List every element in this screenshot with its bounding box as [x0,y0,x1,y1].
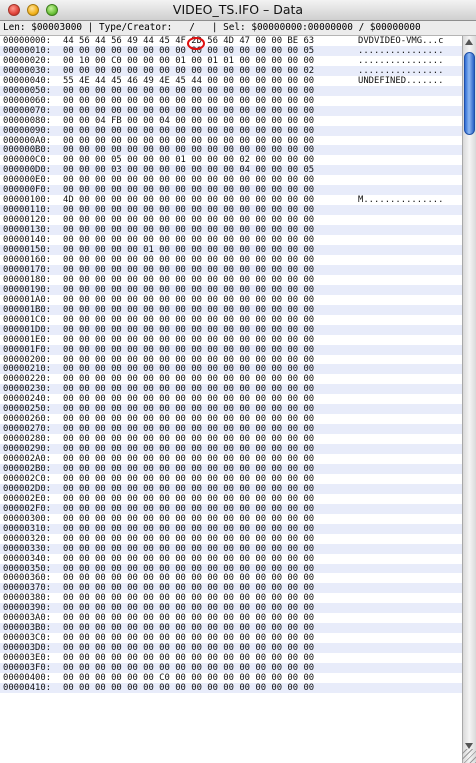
row-address: 00000070: [3,105,52,116]
hex-row[interactable] [0,434,462,444]
row-address: 00000300: [3,513,52,524]
row-hex-bytes[interactable]: 00 00 00 00 00 00 00 00 00 00 00 00 00 00 00 00 [63,473,315,484]
hex-row[interactable] [0,444,462,454]
row-address: 00000100: [3,195,52,206]
row-address: 00000090: [3,125,52,136]
row-ascii[interactable]: M............... [358,195,444,206]
row-hex-bytes[interactable]: 00 00 00 00 00 00 00 00 00 00 00 00 00 00 00 00 [63,85,315,96]
row-address: 00000220: [3,374,52,385]
hex-row[interactable] [0,225,462,235]
row-hex-bytes[interactable]: 00 00 00 00 00 00 00 00 00 00 00 00 00 00 00 00 [63,105,315,116]
scroll-up-icon[interactable] [465,39,473,45]
hex-row[interactable] [0,534,462,544]
hex-row[interactable] [0,235,462,245]
row-hex-bytes[interactable]: 00 00 00 00 00 00 00 00 00 00 00 00 00 00 00 00 [63,225,315,236]
row-address: 000003E0: [3,653,52,664]
row-address: 00000370: [3,583,52,594]
row-address: 00000120: [3,215,52,226]
row-ascii[interactable]: ................ [358,55,444,66]
row-hex-bytes[interactable]: 00 00 00 00 00 00 00 00 00 00 00 00 00 00 00 00 [63,125,315,136]
row-address: 00000270: [3,424,52,435]
hex-row[interactable] [0,265,462,275]
row-hex-bytes[interactable]: 00 00 00 00 00 00 00 00 00 00 00 00 00 00 00 00 [63,374,315,385]
row-hex-bytes[interactable]: 00 00 00 00 00 00 00 00 00 00 00 00 00 00 00 00 [63,623,315,634]
row-address: 000002E0: [3,493,52,504]
hex-row[interactable] [0,374,462,384]
row-address: 00000340: [3,553,52,564]
row-hex-bytes[interactable]: 4D 00 00 00 00 00 00 00 00 00 00 00 00 00 00 00 [63,195,315,206]
row-hex-bytes[interactable]: 00 00 00 00 00 00 00 00 00 00 00 00 00 00 00 00 [63,424,315,435]
row-hex-bytes[interactable]: 00 00 00 00 00 00 00 00 00 00 00 00 00 00 00 00 [63,294,315,305]
row-hex-bytes[interactable]: 00 00 00 00 00 00 00 00 00 00 00 00 00 00 00 00 [63,444,315,455]
row-hex-bytes[interactable]: 00 00 00 00 00 00 00 00 00 00 00 00 00 00 00 00 [63,563,315,574]
row-address: 000002F0: [3,503,52,514]
row-hex-bytes[interactable]: 00 00 00 00 00 00 00 00 00 00 00 00 00 00 00 05 [63,45,315,56]
row-hex-bytes[interactable]: 00 00 00 00 00 00 00 00 00 00 00 00 00 00 00 00 [63,215,315,226]
row-hex-bytes[interactable]: 00 00 00 00 00 00 00 00 00 00 00 00 00 00 00 00 [63,404,315,415]
row-address: 00000190: [3,284,52,295]
hex-row[interactable] [0,245,462,255]
row-hex-bytes[interactable]: 00 00 00 00 00 00 00 00 00 00 00 00 00 00 00 00 [63,414,315,425]
row-hex-bytes[interactable]: 00 00 00 00 00 00 00 00 00 00 00 00 00 00 00 00 [63,254,315,265]
row-hex-bytes[interactable]: 00 00 00 00 00 00 00 00 00 00 00 00 00 00 00 00 [63,284,315,295]
row-hex-bytes[interactable]: 44 56 44 56 49 44 45 4F 2D 56 4D 47 00 00 BE 63 [63,36,315,46]
hex-row[interactable] [0,345,462,355]
row-address: 00000130: [3,225,52,236]
row-hex-bytes[interactable]: 00 00 00 00 00 00 00 00 00 00 00 00 00 00 00 00 [63,394,315,405]
row-hex-bytes[interactable]: 00 00 00 03 00 00 00 00 00 00 00 04 00 00 00 05 [63,165,315,176]
hex-row[interactable] [0,564,462,574]
hex-row[interactable] [0,504,462,514]
row-address: 000002C0: [3,473,52,484]
hex-row[interactable] [0,315,462,325]
hex-row[interactable] [0,215,462,225]
row-hex-bytes[interactable]: 00 00 00 00 00 00 00 00 00 00 00 00 00 00 00 00 [63,185,315,196]
row-address: 00000000: [3,36,52,46]
row-hex-bytes[interactable]: 00 00 00 00 00 00 00 00 00 00 00 00 00 00 00 00 [63,653,315,664]
row-address: 00000290: [3,444,52,455]
row-hex-bytes[interactable]: 00 00 00 00 00 00 00 00 00 00 00 00 00 00 00 00 [63,304,315,315]
row-address: 00000320: [3,533,52,544]
hex-row[interactable] [0,205,462,215]
hex-row[interactable] [0,355,462,365]
hex-row[interactable] [0,583,462,593]
row-address: 000001A0: [3,294,52,305]
hex-view[interactable] [0,36,462,763]
row-address: 00000250: [3,404,52,415]
scroll-thumb[interactable] [464,52,475,135]
row-hex-bytes[interactable]: 00 00 00 00 00 00 00 00 00 00 00 00 00 00 00 00 [63,583,315,594]
hex-row[interactable] [0,414,462,424]
hex-row[interactable] [0,126,462,136]
hex-row[interactable] [0,544,462,554]
row-address: 000001E0: [3,334,52,345]
row-address: 000000F0: [3,185,52,196]
hex-row[interactable] [0,603,462,613]
row-address: 000001C0: [3,314,52,325]
row-hex-bytes[interactable]: 00 00 00 00 00 00 00 00 00 00 00 00 00 00 00 02 [63,65,315,76]
hex-row[interactable] [0,335,462,345]
row-hex-bytes[interactable]: 00 00 00 00 00 00 C0 00 00 00 00 00 00 00 00 00 [63,673,315,683]
row-address: 000003C0: [3,633,52,644]
row-hex-bytes[interactable]: 00 00 00 00 00 00 00 00 00 00 00 00 00 00 00 00 [63,543,315,554]
row-hex-bytes[interactable]: 00 00 00 00 00 00 00 00 00 00 00 00 00 00 00 00 [63,205,315,216]
hex-row[interactable] [0,683,462,693]
row-address: 00000140: [3,235,52,246]
row-hex-bytes[interactable]: 00 00 00 00 00 00 00 00 00 00 00 00 00 00 00 00 [63,593,315,604]
hex-row[interactable] [0,66,462,76]
row-address: 00000060: [3,95,52,106]
hex-row[interactable] [0,155,462,165]
resize-grip-icon[interactable] [462,749,476,763]
hex-row[interactable] [0,255,462,265]
row-hex-bytes[interactable]: 00 00 00 00 00 01 00 00 00 00 00 00 00 00 00 00 [63,245,315,256]
row-address: 000002D0: [3,483,52,494]
row-address: 00000080: [3,115,52,126]
hex-row[interactable] [0,623,462,633]
row-hex-bytes[interactable]: 00 00 00 00 00 00 00 00 00 00 00 00 00 00 00 00 [63,384,315,395]
hex-row[interactable] [0,464,462,474]
row-hex-bytes[interactable]: 00 00 00 00 00 00 00 00 00 00 00 00 00 00 00 00 [63,573,315,584]
hex-row[interactable] [0,484,462,494]
hex-row[interactable] [0,613,462,623]
hex-row[interactable] [0,305,462,315]
row-hex-bytes[interactable]: 00 00 00 00 00 00 00 00 00 00 00 00 00 00 00 00 [63,483,315,494]
row-address: 000003A0: [3,613,52,624]
row-address: 00000010: [3,45,52,56]
hex-row[interactable] [0,116,462,126]
hex-row[interactable] [0,175,462,185]
row-hex-bytes[interactable]: 00 00 00 00 00 00 00 00 00 00 00 00 00 00 00 00 [63,324,315,335]
hex-row[interactable] [0,36,462,46]
row-hex-bytes[interactable]: 00 00 00 00 00 00 00 00 00 00 00 00 00 00 00 00 [63,235,315,246]
row-address: 00000030: [3,65,52,76]
row-hex-bytes[interactable]: 00 00 00 00 00 00 00 00 00 00 00 00 00 00 00 00 [63,663,315,674]
hex-row[interactable] [0,524,462,534]
row-hex-bytes[interactable]: 00 10 00 C0 00 00 00 01 00 01 01 00 00 00 00 00 [63,55,315,66]
row-address: 000000A0: [3,135,52,146]
row-address: 00000160: [3,254,52,265]
row-hex-bytes[interactable]: 00 00 00 00 00 00 00 00 00 00 00 00 00 00 00 00 [63,523,315,534]
hex-row[interactable] [0,554,462,564]
row-hex-bytes[interactable]: 00 00 00 00 00 00 00 00 00 00 00 00 00 00 00 00 [63,354,315,365]
row-address: 00000360: [3,573,52,584]
row-hex-bytes[interactable]: 00 00 00 00 00 00 00 00 00 00 00 00 00 00 00 00 [63,434,315,445]
row-hex-bytes[interactable]: 00 00 00 00 00 00 00 00 00 00 00 00 00 00 00 00 [63,454,315,465]
row-address: 00000260: [3,414,52,425]
hex-row[interactable] [0,364,462,374]
row-hex-bytes[interactable]: 00 00 00 00 00 00 00 00 00 00 00 00 00 00 00 00 [63,314,315,325]
row-hex-bytes[interactable]: 00 00 00 00 00 00 00 00 00 00 00 00 00 00 00 00 [63,264,315,275]
row-hex-bytes[interactable]: 00 00 00 00 00 00 00 00 00 00 00 00 00 00 00 00 [63,364,315,375]
row-hex-bytes[interactable]: 00 00 00 00 00 00 00 00 00 00 00 00 00 00 00 00 [63,463,315,474]
row-hex-bytes[interactable]: 00 00 00 00 00 00 00 00 00 00 00 00 00 00 00 00 [63,95,315,106]
row-hex-bytes[interactable]: 00 00 00 00 00 00 00 00 00 00 00 00 00 00 00 00 [63,682,315,693]
row-address: 000001F0: [3,344,52,355]
row-hex-bytes[interactable]: 00 00 00 00 00 00 00 00 00 00 00 00 00 00 00 00 [63,633,315,644]
row-address: 00000330: [3,543,52,554]
row-hex-bytes[interactable]: 00 00 00 00 00 00 00 00 00 00 00 00 00 00 00 00 [63,334,315,345]
row-ascii[interactable]: ................ [358,65,444,76]
hex-row[interactable] [0,474,462,484]
row-address: 00000020: [3,55,52,66]
hex-row[interactable] [0,673,462,683]
row-address: 000000B0: [3,145,52,156]
row-address: 000002A0: [3,454,52,465]
hex-row[interactable] [0,573,462,583]
row-hex-bytes[interactable]: 00 00 00 00 00 00 00 00 00 00 00 00 00 00 00 00 [63,274,315,285]
hex-row[interactable] [0,165,462,175]
hex-row[interactable] [0,295,462,305]
row-address: 000000E0: [3,175,52,186]
window-title: VIDEO_TS.IFO – Data [172,2,304,17]
row-address: 00000240: [3,394,52,405]
row-hex-bytes[interactable]: 00 00 00 00 00 00 00 00 00 00 00 00 00 00 00 00 [63,344,315,355]
row-ascii[interactable]: ................ [358,45,444,56]
row-address: 00000170: [3,264,52,275]
row-hex-bytes[interactable]: 00 00 00 00 00 00 00 00 00 00 00 00 00 00 00 00 [63,135,315,146]
row-hex-bytes[interactable]: 00 00 00 00 00 00 00 00 00 00 00 00 00 00 00 00 [63,553,315,564]
hex-row[interactable] [0,275,462,285]
row-address: 000003F0: [3,663,52,674]
row-hex-bytes[interactable]: 55 4E 44 45 46 49 4E 45 44 00 00 00 00 00 00 00 [63,75,315,86]
row-hex-bytes[interactable]: 00 00 00 00 00 00 00 00 00 00 00 00 00 00 00 00 [63,175,315,186]
row-address: 00000350: [3,563,52,574]
hex-row[interactable] [0,663,462,673]
hex-row[interactable] [0,86,462,96]
row-address: 00000180: [3,274,52,285]
hex-row[interactable] [0,56,462,66]
hex-row[interactable] [0,96,462,106]
hex-row[interactable] [0,404,462,414]
row-address: 00000150: [3,245,52,256]
row-address: 00000380: [3,593,52,604]
row-address: 000001B0: [3,304,52,315]
row-hex-bytes[interactable]: 00 00 00 00 00 00 00 00 00 00 00 00 00 00 00 00 [63,613,315,624]
hex-row[interactable] [0,136,462,146]
row-address: 00000310: [3,523,52,534]
hex-row[interactable] [0,46,462,56]
row-address: 000000D0: [3,165,52,176]
row-hex-bytes[interactable]: 00 00 04 FB 00 00 04 00 00 00 00 00 00 00 00 00 [63,115,315,126]
row-address: 00000040: [3,75,52,86]
hex-row[interactable] [0,633,462,643]
row-hex-bytes[interactable]: 00 00 00 00 00 00 00 00 00 00 00 00 00 00 00 00 [63,493,315,504]
row-hex-bytes[interactable]: 00 00 00 00 00 00 00 00 00 00 00 00 00 00 00 00 [63,503,315,514]
hex-row[interactable] [0,643,462,653]
row-hex-bytes[interactable]: 00 00 00 00 00 00 00 00 00 00 00 00 00 00 00 00 [63,643,315,654]
row-address: 00000200: [3,354,52,365]
vertical-scrollbar[interactable] [462,36,476,763]
row-hex-bytes[interactable]: 00 00 00 05 00 00 00 01 00 00 00 02 00 00 00 00 [63,155,315,166]
hex-row[interactable] [0,424,462,434]
row-address: 000003D0: [3,643,52,654]
hex-row[interactable] [0,285,462,295]
info-bar-text: Len: $00003000 | Type/Creator: / | Sel: $00000000:00000000 / $00000000 [3,22,421,33]
row-hex-bytes[interactable]: 00 00 00 00 00 00 00 00 00 00 00 00 00 00 00 00 [63,145,315,156]
row-address: 00000050: [3,85,52,96]
row-address: 00000280: [3,434,52,445]
hex-row[interactable] [0,653,462,663]
hex-row[interactable] [0,106,462,116]
row-address: 00000110: [3,205,52,216]
row-address: 000000C0: [3,155,52,166]
hex-row[interactable] [0,76,462,86]
hex-row[interactable] [0,325,462,335]
info-bar [0,21,476,36]
row-ascii[interactable]: UNDEFINED....... [358,75,444,86]
hex-row[interactable] [0,185,462,195]
row-address: 00000400: [3,673,52,683]
hex-row[interactable] [0,494,462,504]
row-hex-bytes[interactable]: 00 00 00 00 00 00 00 00 00 00 00 00 00 00 00 00 [63,603,315,614]
row-address: 000002B0: [3,463,52,474]
hex-row[interactable] [0,394,462,404]
row-address: 000001D0: [3,324,52,335]
hex-row[interactable] [0,454,462,464]
row-hex-bytes[interactable]: 00 00 00 00 00 00 00 00 00 00 00 00 00 00 00 00 [63,533,315,544]
row-address: 00000410: [3,682,52,693]
hex-row[interactable] [0,384,462,394]
row-address: 00000230: [3,384,52,395]
row-address: 00000210: [3,364,52,375]
hex-row[interactable] [0,514,462,524]
row-address: 00000390: [3,603,52,614]
hex-row[interactable] [0,593,462,603]
hex-row[interactable] [0,195,462,205]
row-hex-bytes[interactable]: 00 00 00 00 00 00 00 00 00 00 00 00 00 00 00 00 [63,513,315,524]
row-ascii[interactable]: DVDVIDEO-VMG...c [358,36,444,46]
row-address: 000003B0: [3,623,52,634]
title-bar[interactable] [0,0,476,21]
hex-row[interactable] [0,145,462,155]
